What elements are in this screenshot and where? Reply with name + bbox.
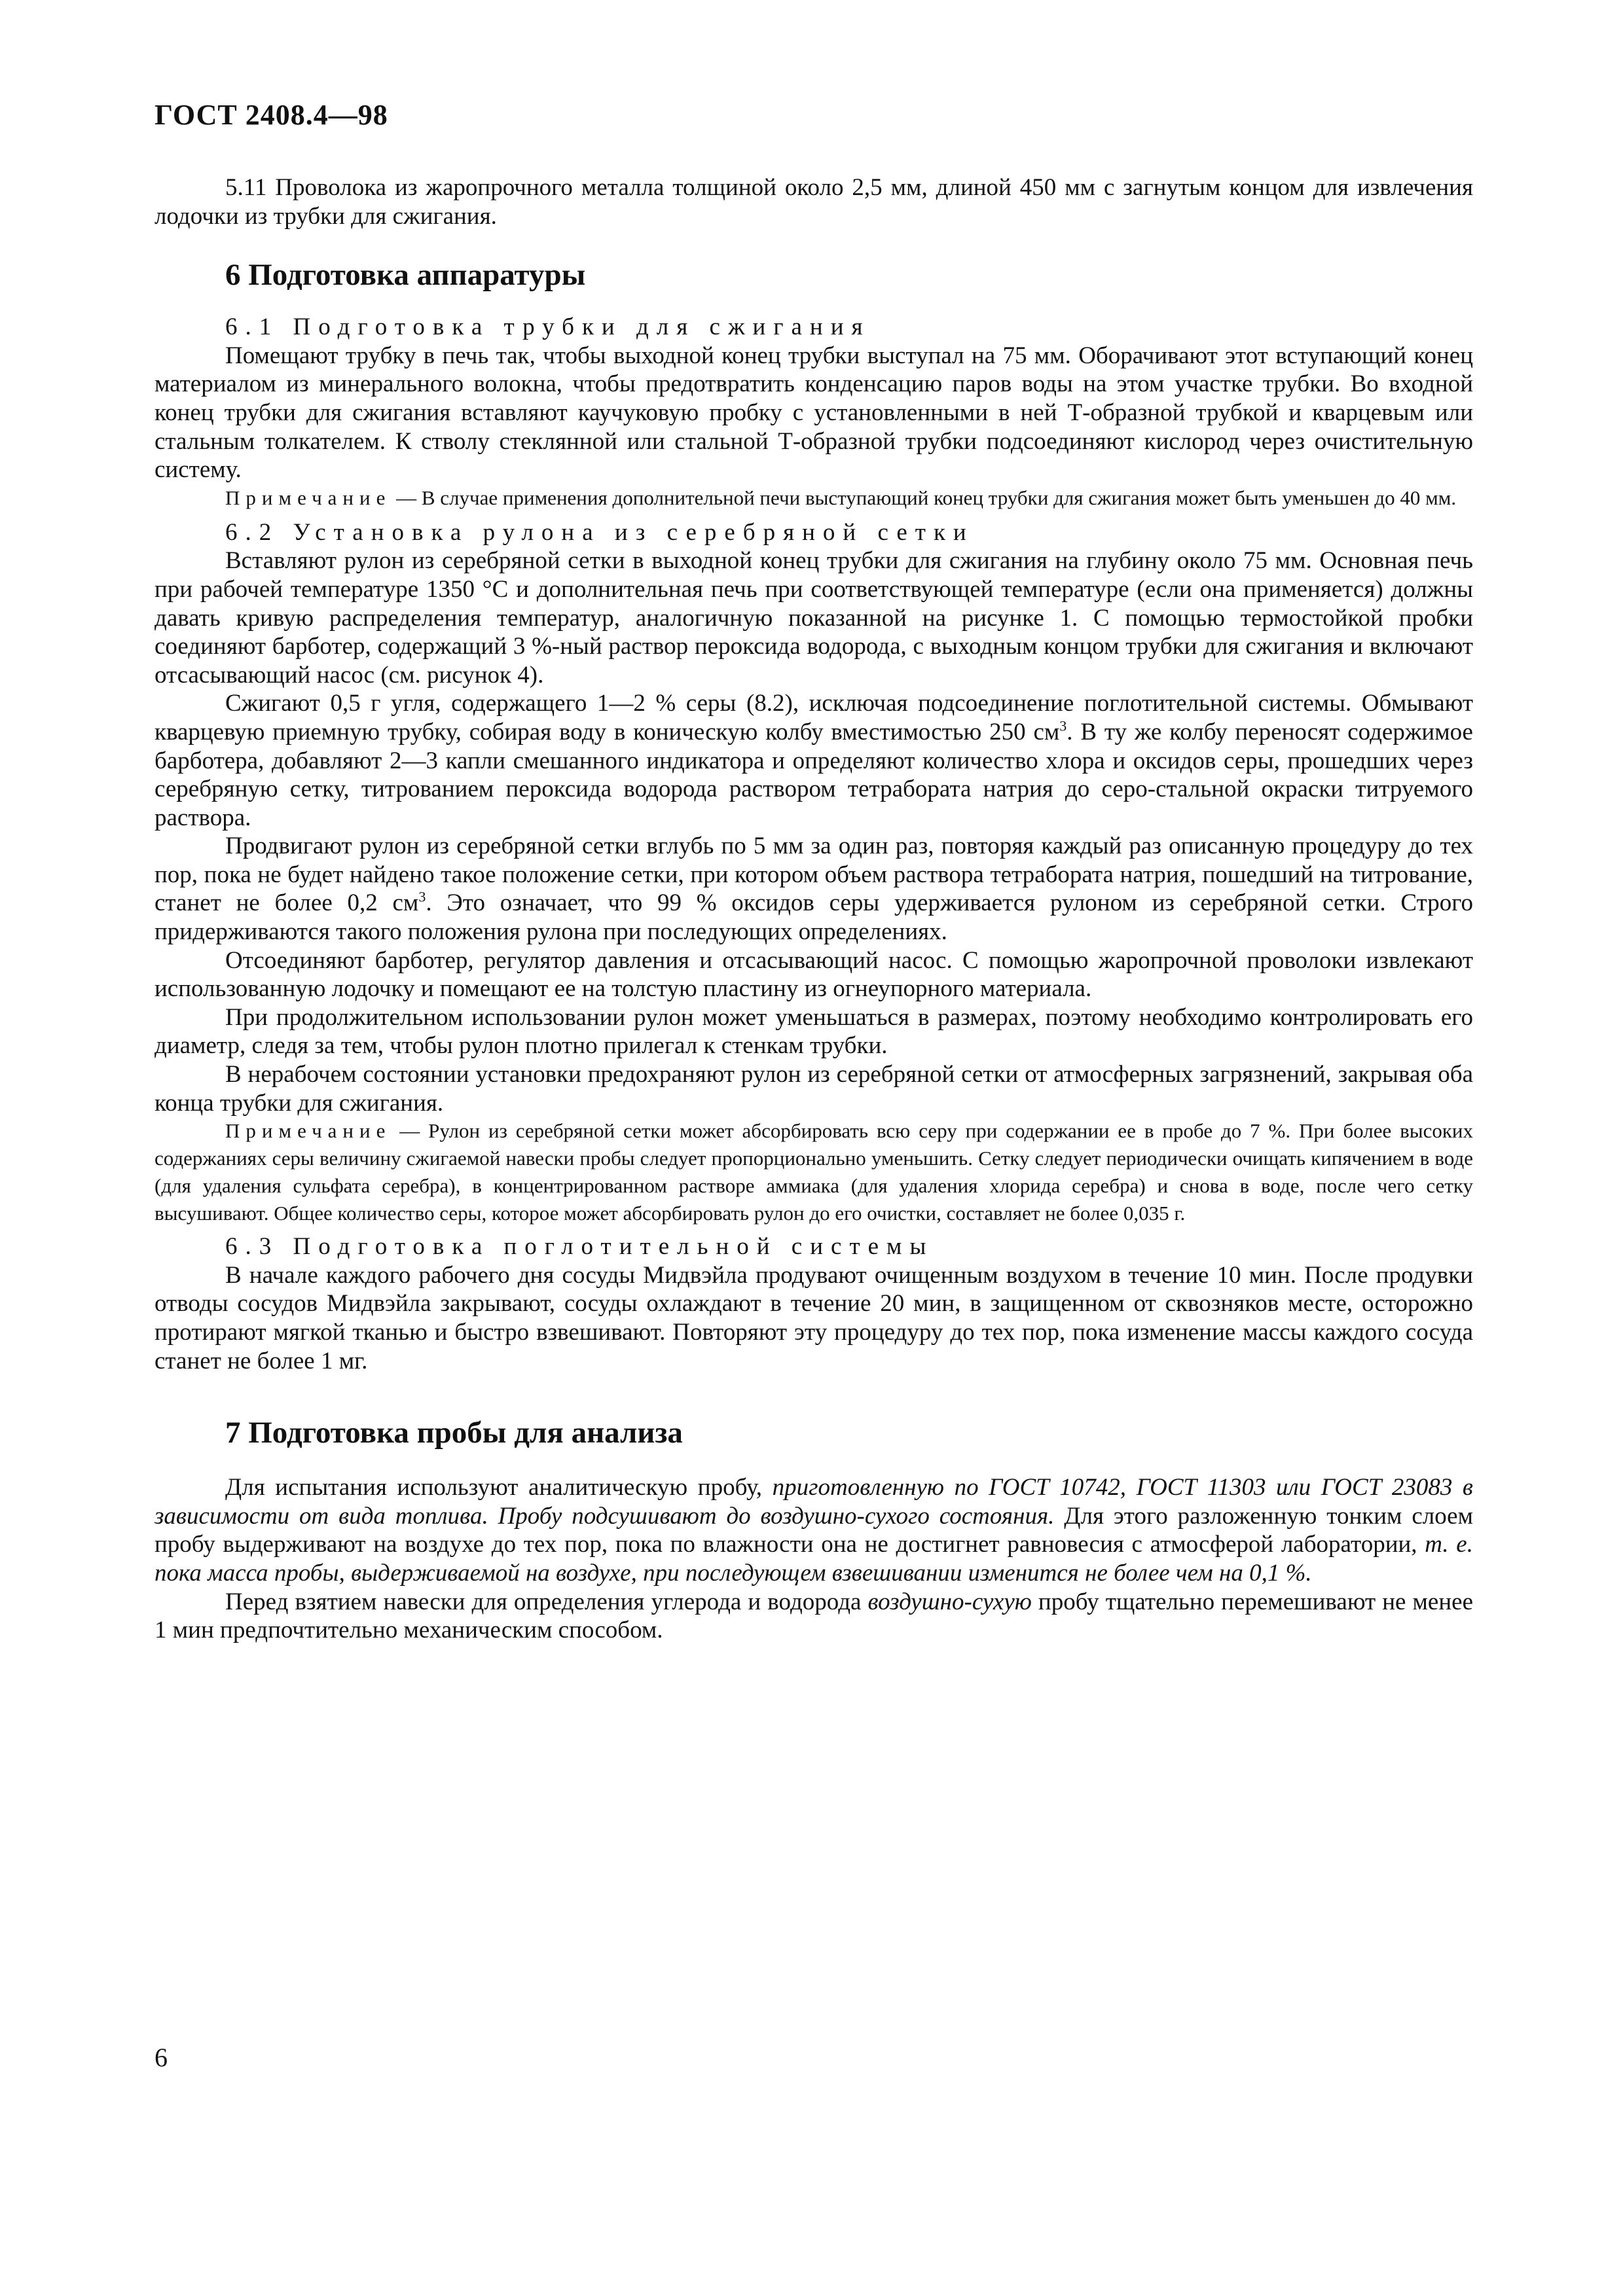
note-2-text: — Рулон из серебряной сетки может абсорбировать всю серу при содержании ее в пробе до 7 %. При более высоких содержаниях серы величину сжигаемой навески пробы следует пропорционально уменьшить. Сетку следует периодически очищать кипячением в воде (для удаления сульфата серебра), в концентрированном растворе аммиака (для удаления хлорида серебра) и снова в воде, после чего сетку высушивают. Общее количество серы, которое может абсорбировать рулон до его очистки, составляет не более 0,035 г.	[155, 1119, 1473, 1225]
paragraph-6-3: В начале каждого рабочего дня сосуды Мидвэйла продувают очищенным воздухом в течение 10 мин. После продувки отводы сосудов Мидвэйла закрывают, сосуды охлаждают в течение 20 мин, в защищенном от сквозняков месте, осторожно протирают мягкой тканью и быстро взвешивают. Повторяют эту процедуру до тех пор, пока изменение массы каждого сосуда станет не более 1 мг.	[155, 1261, 1473, 1374]
paragraph-6-2-2	[155, 689, 1473, 832]
note-2-label: Примечание	[225, 1119, 392, 1143]
note-1	[155, 484, 1473, 512]
paragraph-6-2-3	[155, 832, 1473, 946]
section-6-title: 6 Подготовка аппаратуры	[225, 258, 586, 293]
note-1-label: Примечание	[225, 486, 392, 509]
paragraph-7-2	[155, 1588, 1473, 1645]
note-1-text: — В случае применения дополнительной печи выступающий конец трубки для сжигания может быть уменьшен до 40 мм.	[391, 486, 1457, 509]
paragraph-6-2-5: При продолжительном использовании рулон может уменьшаться в размерах, поэтому необходимо контролировать его диаметр, следя за тем, чтобы рулон плотно прилегал к стенкам трубки.	[155, 1003, 1473, 1060]
superscript-3: 3	[1059, 717, 1067, 734]
paragraph-7-1	[155, 1473, 1473, 1587]
paragraph-7-2-part-c: пробу тщательно перемешивают не менее 1 мин предпочтительно механическим способом.	[155, 1588, 1473, 1644]
paragraph-7-1-part-c: Для этого разложенную тонким слоем пробу выдерживают на воздухе до тех пор, пока по влажности она не достигнет равновесия с атмосферой лаборатории,	[155, 1502, 1473, 1558]
paragraph-7-2-part-a: Перед взятием навески для определения углерода и водорода	[225, 1588, 868, 1615]
paragraph-6-2-6: В нерабочем состоянии установки предохраняют рулон из серебряной сетки от атмосферных загрязнений, закрывая оба конца трубки для сжигания.	[155, 1061, 1473, 1117]
paragraph-6-2-3-part-b: . Это означает, что 99 % оксидов серы удерживается рулоном из серебряной сетки. Строго придерживаются такого положения рулона при последующих определениях.	[155, 889, 1473, 946]
paragraph-7-1-italic-b: приготовленную по ГОСТ 10742, ГОСТ 11303 или ГОСТ 23083 в зависимости от вида топлива. Пробу подсушивают до воздушно-сухого состояния.	[155, 1474, 1473, 1530]
superscript-3: 3	[418, 889, 426, 906]
paragraph-6-1: Помещают трубку в печь так, чтобы выходной конец трубки выступал на 75 мм. Оборачивают этот вступающий конец материалом из минерального волокна, чтобы предотвратить конденсацию паров воды на этом участке трубки. Во входной конец трубки для сжигания вставляют каучуковую пробку с установленными в ней Т-образной трубкой и кварцевым или стальным толкателем. К стволу стеклянной или стальной Т-образной трубки подсоединяют кислород через очистительную систему.	[155, 342, 1473, 484]
subsection-6-3-title: 6.3 Подготовка поглотительной системы	[225, 1233, 934, 1261]
paragraph-6-2-1: Вставляют рулон из серебряной сетки в выходной конец трубки для сжигания на глубину около 75 мм. Основная печь при рабочей температуре 1350 °С и дополнительная печь при соответствующей температуре (если она применяется) должны давать кривую распределения температур, аналогичную показанной на рисунке 1. С помощью термостойкой пробки соединяют барботер, содержащий 3 %-ный раствор пероксида водорода, с выходным концом трубки для сжигания и включают отсасывающий насос (см. рисунок 4).	[155, 547, 1473, 689]
paragraph-7-1-italic-d: т. е. пока масса пробы, выдерживаемой на воздухе, при последующем взвешивании изменится не более чем на 0,1 %.	[155, 1531, 1473, 1587]
subsection-6-1-title: 6.1 Подготовка трубки для сжигания	[225, 314, 871, 341]
subsection-6-2-title: 6.2 Установка рулона из серебряной сетки	[225, 518, 974, 546]
paragraph-6-2-2-part-a: Сжигают 0,5 г угля, содержащего 1—2 % серы (8.2), исключая подсоединение поглотительной системы. Обмывают кварцевую приемную трубку, собирая воду в коническую колбу вместимостью 250 см	[155, 690, 1473, 745]
paragraph-6-2-3-part-a: Продвигают рулон из серебряной сетки вглубь по 5 мм за один раз, повторяя каждый раз описанную процедуру до тех пор, пока не будет найдено такое положение сетки, при котором объем раствора тетрабората натрия, пошедший на титрование, станет не более 0,2 см	[155, 833, 1473, 917]
paragraph-6-2-4: Отсоединяют барботер, регулятор давления и отсасывающий насос. С помощью жаропрочной проволоки извлекают использованную лодочку и помещают ее на толстую пластину из огнеупорного материала.	[155, 946, 1473, 1003]
document-body	[155, 173, 1473, 1645]
paragraph-5-11: 5.11 Проволока из жаропрочного металла толщиной около 2,5 мм, длиной 450 мм с загнутым концом для извлечения лодочки из трубки для сжигания.	[155, 174, 1473, 230]
section-7-title: 7 Подготовка пробы для анализа	[225, 1416, 683, 1450]
paragraph-6-2-2-part-b: . В ту же колбу переносят содержимое барботера, добавляют 2—3 капли смешанного индикатора и определяют количество хлора и оксидов серы, прошедших через серебряную сетку, титрованием пероксида водорода раствором тетрабората натрия до серо-стальной окраски титруемого раствора.	[155, 718, 1473, 831]
paragraph-7-2-italic-b: воздушно-сухую	[867, 1588, 1032, 1615]
page-number: 6	[155, 2043, 168, 2072]
page-header: ГОСТ 2408.4—98	[155, 99, 388, 131]
note-2	[155, 1117, 1473, 1227]
paragraph-7-1-part-a: Для испытания используют аналитическую пробу,	[225, 1474, 773, 1501]
